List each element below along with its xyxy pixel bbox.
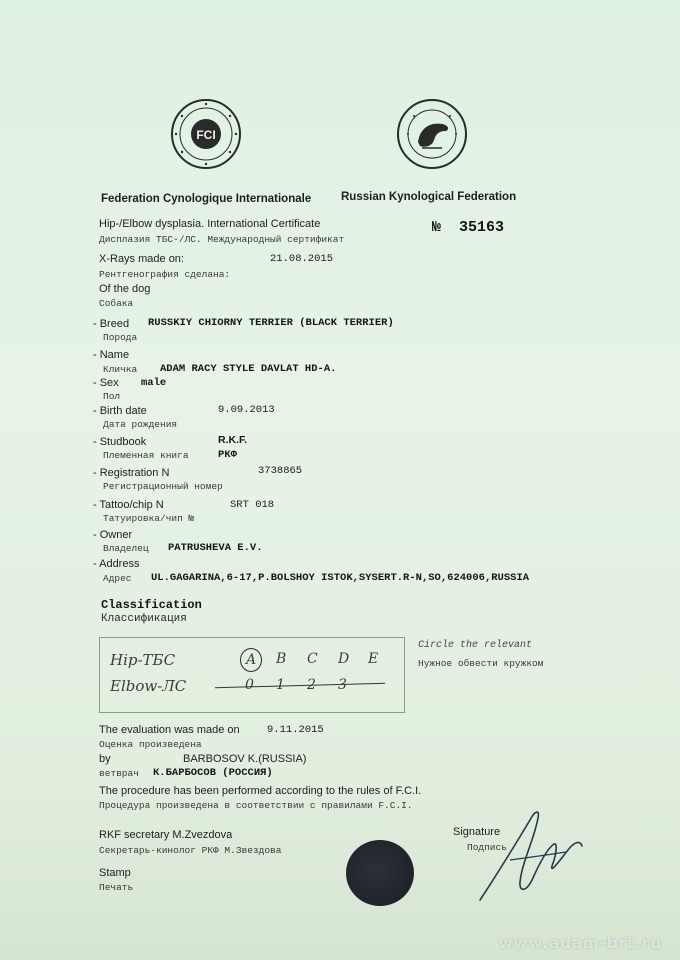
hip-grade-d: D [338, 651, 350, 667]
breed-value: RUSSKIY CHIORNY TERRIER (BLACK TERRIER) [148, 317, 394, 329]
circle-note-en: Circle the relevant [418, 640, 533, 651]
handwritten-signature [470, 800, 590, 910]
address-label-ru: Адрес [103, 573, 132, 584]
studbook-label-ru: Племенная книга [103, 450, 189, 461]
classification-title-ru: Классификация [101, 613, 187, 625]
by-label-en: by [99, 753, 111, 765]
hip-grade-b: B [276, 651, 287, 667]
fci-logo [170, 98, 242, 170]
name-value: ADAM RACY STYLE DAVLAT HD-A. [160, 363, 337, 375]
certificate-title-ru: Дисплазия ТБС-/ЛС. Международный сертификат [99, 234, 345, 245]
elbow-grade-1: 1 [276, 677, 285, 693]
signature-label-ru: Подпись [467, 842, 507, 853]
certificate-title-en: Hip-/Elbow dysplasia. International Certificate [99, 218, 321, 230]
stamp-label-ru: Печать [99, 882, 134, 893]
circle-note-ru: Нужное обвести кружком [418, 658, 544, 669]
breed-label-en: - Breed [93, 318, 130, 330]
birth-label-ru: Дата рождения [103, 419, 178, 430]
studbook-label-en: - Studbook [93, 436, 147, 448]
certificate-number [432, 219, 504, 236]
secretary-label-ru: Секретарь-кинолог РКФ М.Звездова [99, 845, 282, 856]
stamp-label-en: Stamp [99, 867, 131, 879]
secretary-label-en: RKF secretary M.Zvezdova [99, 829, 233, 841]
vet-name-ru: К.БАРБОСОВ (РОССИЯ) [153, 767, 273, 779]
classification-title-en: Classification [101, 598, 202, 612]
address-label-en: - Address [93, 558, 140, 570]
owner-value: PATRUSHEVA E.V. [168, 542, 263, 554]
dog-label-ru: Собака [99, 298, 134, 309]
sex-value: male [141, 377, 167, 389]
registration-label-ru: Регистрационный номер [103, 481, 223, 492]
number-sign: № [432, 219, 442, 236]
evaluation-label-ru: Оценка произведена [99, 739, 202, 750]
elbow-grade-3: 3 [338, 677, 347, 693]
rkf-org-name: Russian Kynological Federation [341, 191, 517, 203]
hip-grade-a-selected: A [240, 648, 262, 672]
breed-label-ru: Порода [103, 332, 138, 343]
round-stamp [346, 840, 414, 906]
owner-label-en: - Owner [93, 529, 133, 541]
registration-value: 3738865 [258, 465, 303, 477]
registration-label-en: - Registration N [93, 467, 170, 479]
xray-label-en: X-Rays made on: [99, 253, 184, 265]
hip-grade-e: E [368, 651, 379, 667]
elbow-label: Elbow-ЛС [110, 677, 187, 695]
elbow-grade-2: 2 [307, 677, 316, 693]
birth-value: 9.09.2013 [218, 404, 275, 416]
evaluation-label-en: The evaluation was made on [99, 724, 240, 736]
hip-grade-c: C [307, 651, 318, 667]
procedure-text-ru: Процедура произведена в соответствии с правилами F.C.I. [99, 800, 413, 811]
rkf-seal-logo [396, 98, 468, 170]
evaluation-date: 9.11.2015 [267, 724, 324, 736]
tattoo-label-en: - Tattoo/chip N [93, 499, 164, 511]
site-watermark: www.adam-brt.ru [498, 934, 662, 952]
name-label-en: - Name [93, 349, 130, 361]
dog-label-en: Of the dog [99, 283, 151, 295]
hip-label: Hip-ТБС [110, 651, 176, 669]
sex-label-en: - Sex [93, 377, 119, 389]
signature-label-en: Signature [453, 826, 501, 838]
elbow-grade-0: 0 [245, 677, 254, 693]
studbook-value-ru: РКФ [218, 449, 237, 461]
vet-name-en: BARBOSOV K.(RUSSIA) [183, 753, 307, 765]
xray-date: 21.08.2015 [270, 253, 334, 265]
name-label-ru: Кличка [103, 364, 138, 375]
by-label-ru: ветврач [99, 768, 139, 779]
tattoo-value: SRT 018 [230, 499, 275, 511]
fci-logo-text: FCI [196, 128, 216, 142]
birth-label-en: - Birth date [93, 405, 147, 417]
sex-label-ru: Пол [103, 391, 121, 402]
fci-org-name: Federation Cynologique Internationale [101, 193, 312, 205]
number-value: 35163 [459, 219, 505, 236]
owner-label-ru: Владелец [103, 543, 149, 554]
tattoo-label-ru: Татуировка/чип № [103, 513, 195, 524]
address-value: UL.GAGARINA,6-17,P.BOLSHOY ISTOK,SYSERT.R-N,SO,624006,RUSSIA [151, 572, 530, 584]
procedure-text-en: The procedure has been performed according to the rules of F.C.I. [99, 785, 422, 797]
studbook-value-en: R.K.F. [218, 434, 248, 446]
xray-label-ru: Рентгенография сделана: [99, 269, 231, 280]
